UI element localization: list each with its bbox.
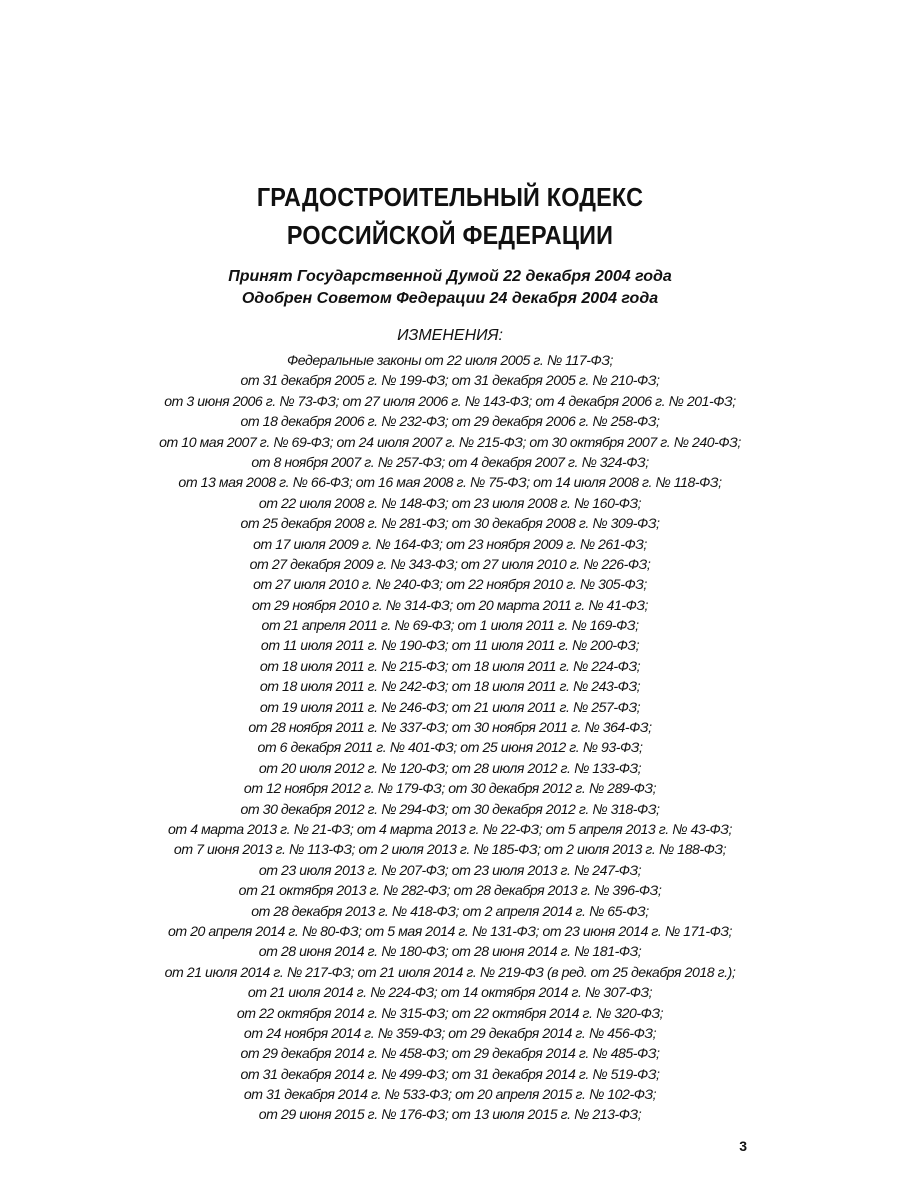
amendment-line: от 29 декабря 2014 г. № 458-ФЗ; от 29 декабря 2014 г. № 485-ФЗ;	[240, 1045, 660, 1062]
amendment-line: от 6 декабря 2011 г. № 401-ФЗ; от 25 июня 2012 г. № 93-ФЗ;	[257, 739, 643, 756]
amendment-line: от 7 июня 2013 г. № 113-ФЗ; от 2 июля 2013 г. № 185-ФЗ; от 2 июля 2013 г. № 188-ФЗ;	[173, 841, 727, 858]
amendment-line: от 23 июля 2013 г. № 207-ФЗ; от 23 июля 2013 г. № 247-ФЗ;	[258, 861, 642, 878]
amendment-line: от 20 июля 2012 г. № 120-ФЗ; от 28 июля 2012 г. № 133-ФЗ;	[258, 759, 642, 776]
amendment-line: от 18 июля 2011 г. № 242-ФЗ; от 18 июля 2011 г. № 243-ФЗ;	[259, 678, 641, 695]
amendment-line: от 22 июля 2008 г. № 148-ФЗ; от 23 июля 2008 г. № 160-ФЗ;	[258, 494, 642, 511]
amendment-line: от 28 ноября 2011 г. № 337-ФЗ; от 30 ноября 2011 г. № 364-ФЗ;	[248, 719, 652, 736]
amendment-line: от 18 декабря 2006 г. № 232-ФЗ; от 29 декабря 2006 г. № 258-ФЗ;	[240, 413, 660, 430]
approved-council-line: Одобрен Советом Федерации 24 декабря 2004 года	[241, 290, 659, 307]
amendment-line: от 13 мая 2008 г. № 66-ФЗ; от 16 мая 2008 г. № 75-ФЗ; от 14 июля 2008 г. № 118-ФЗ;	[178, 474, 722, 491]
amendment-line: от 27 декабря 2009 г. № 343-ФЗ; от 27 июля 2010 г. № 226-ФЗ;	[249, 555, 651, 572]
amendment-line: от 11 июля 2011 г. № 190-ФЗ; от 11 июля 2011 г. № 200-ФЗ;	[260, 637, 640, 654]
amendment-line: от 3 июня 2006 г. № 73-ФЗ; от 27 июля 2006 г. № 143-ФЗ; от 4 декабря 2006 г. № 201-ФЗ;	[164, 392, 736, 409]
adopted-duma-line: Принят Государственной Думой 22 декабря 2004 года	[228, 268, 672, 285]
title-line-2: РОССИЙСКОЙ ФЕДЕРАЦИИ	[286, 220, 614, 250]
amendment-line: от 21 октября 2013 г. № 282-ФЗ; от 28 декабря 2013 г. № 396-ФЗ;	[238, 882, 662, 899]
amendment-line: от 12 ноября 2012 г. № 179-ФЗ; от 30 декабря 2012 г. № 289-ФЗ;	[243, 780, 657, 797]
amendment-line: от 31 декабря 2014 г. № 533-ФЗ; от 20 апреля 2015 г. № 102-ФЗ;	[243, 1086, 657, 1103]
amendment-line: от 27 июля 2010 г. № 240-ФЗ; от 22 ноября 2010 г. № 305-ФЗ;	[253, 576, 647, 593]
changes-heading: ИЗМЕНЕНИЯ:	[397, 327, 503, 344]
amendment-line: от 18 июля 2011 г. № 215-ФЗ; от 18 июля 2011 г. № 224-ФЗ;	[259, 657, 641, 674]
amendment-line: от 29 ноября 2010 г. № 314-ФЗ; от 20 марта 2011 г. № 41-ФЗ;	[251, 596, 649, 613]
amendment-line: от 17 июля 2009 г. № 164-ФЗ; от 23 ноября 2009 г. № 261-ФЗ;	[253, 535, 647, 552]
page-number: 3	[739, 1138, 747, 1154]
amendment-line: от 10 мая 2007 г. № 69-ФЗ; от 24 июля 2007 г. № 215-ФЗ; от 30 октября 2007 г. № 240-ФЗ;	[159, 433, 741, 450]
amendment-line: от 22 октября 2014 г. № 315-ФЗ; от 22 октября 2014 г. № 320-ФЗ;	[236, 1004, 664, 1021]
amendment-line: от 30 декабря 2012 г. № 294-ФЗ; от 30 декабря 2012 г. № 318-ФЗ;	[240, 800, 660, 817]
amendment-line: от 8 ноября 2007 г. № 257-ФЗ; от 4 декабря 2007 г. № 324-ФЗ;	[251, 453, 649, 470]
amendment-line: от 28 декабря 2013 г. № 418-ФЗ; от 2 апреля 2014 г. № 65-ФЗ;	[251, 902, 649, 919]
amendment-line: от 24 ноября 2014 г. № 359-ФЗ; от 29 декабря 2014 г. № 456-ФЗ;	[243, 1024, 657, 1041]
adoption-info	[0, 266, 900, 310]
amendment-line: от 31 декабря 2014 г. № 499-ФЗ; от 31 декабря 2014 г. № 519-ФЗ;	[240, 1065, 660, 1082]
amendment-line: от 31 декабря 2005 г. № 199-ФЗ; от 31 декабря 2005 г. № 210-ФЗ;	[240, 372, 660, 389]
amendment-line: Федеральные законы от 22 июля 2005 г. № 117-ФЗ;	[286, 352, 614, 368]
title-line-1: ГРАДОСТРОИТЕЛЬНЫЙ КОДЕКС	[256, 182, 644, 212]
amendment-line: от 21 июля 2014 г. № 224-ФЗ; от 14 октября 2014 г. № 307-ФЗ;	[247, 984, 653, 1001]
amendment-line: от 21 апреля 2011 г. № 69-ФЗ; от 1 июля 2011 г. № 169-ФЗ;	[261, 617, 639, 634]
amendments-list	[0, 350, 900, 1125]
amendment-line: от 19 июля 2011 г. № 246-ФЗ; от 21 июля 2011 г. № 257-ФЗ;	[259, 698, 641, 715]
amendment-line: от 29 июня 2015 г. № 176-ФЗ; от 13 июля 2015 г. № 213-ФЗ;	[258, 1106, 642, 1123]
amendment-line: от 28 июня 2014 г. № 180-ФЗ; от 28 июня 2014 г. № 181-ФЗ;	[258, 943, 642, 960]
amendment-line: от 20 апреля 2014 г. № 80-ФЗ; от 5 мая 2014 г. № 131-ФЗ; от 23 июня 2014 г. № 171-ФЗ;	[167, 922, 733, 939]
amendment-line: от 25 декабря 2008 г. № 281-ФЗ; от 30 декабря 2008 г. № 309-ФЗ;	[240, 515, 660, 532]
amendment-line: от 4 марта 2013 г. № 21-ФЗ; от 4 марта 2013 г. № 22-ФЗ; от 5 апреля 2013 г. № 43-ФЗ;	[168, 820, 732, 837]
amendment-line: от 21 июля 2014 г. № 217-ФЗ; от 21 июля 2014 г. № 219-ФЗ (в ред. от 25 декабря 2018 г.);	[164, 963, 736, 980]
document-title	[45, 178, 855, 254]
